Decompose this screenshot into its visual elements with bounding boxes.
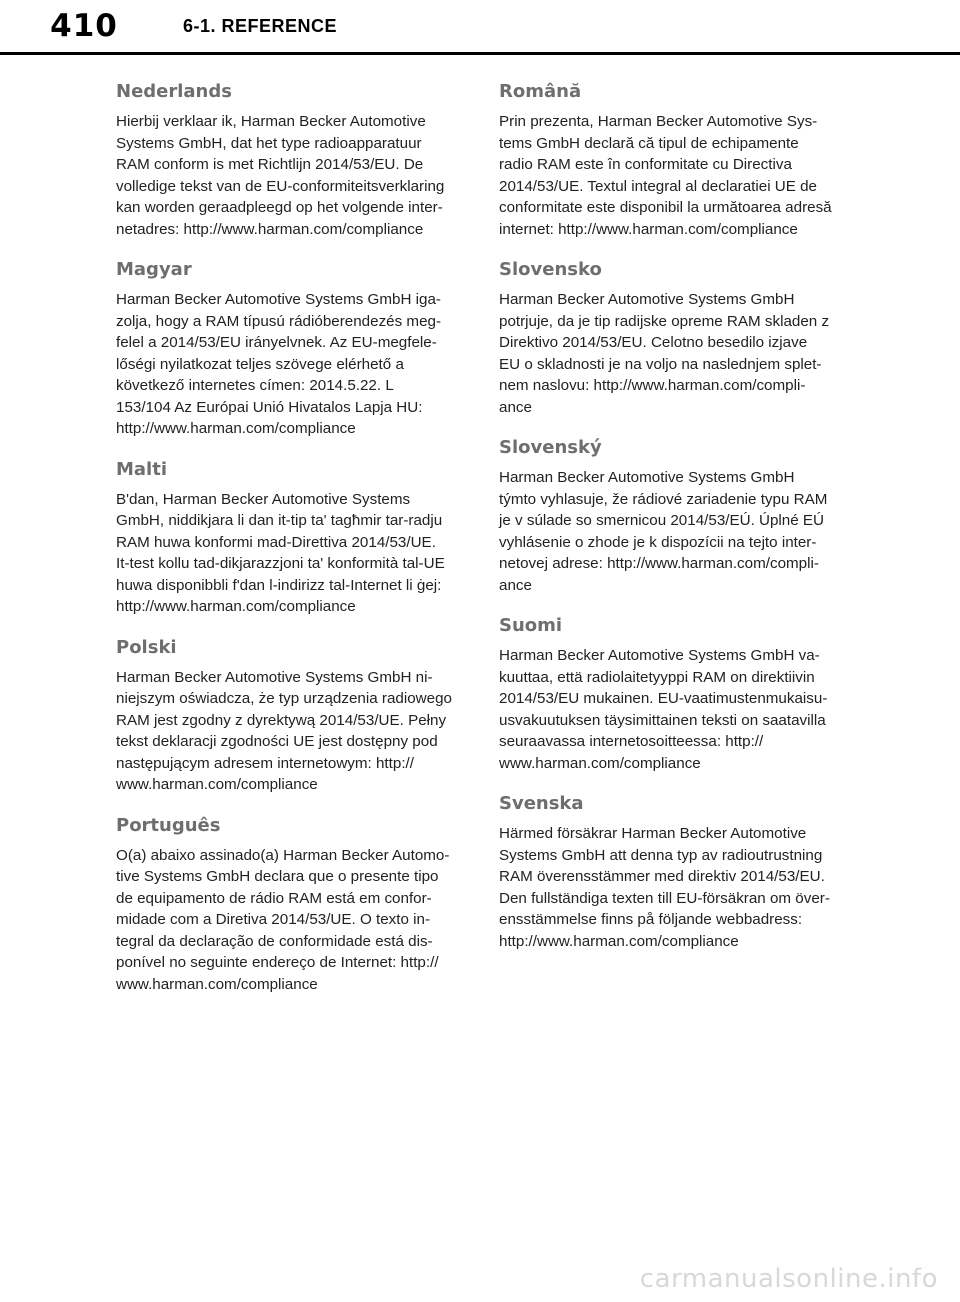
language-heading: Slovenský [499, 437, 602, 458]
text-line: je v súlade so smernicou 2014/53/EÚ. Úplné EÚ [499, 512, 825, 529]
text-line: Harman Becker Automotive Systems GmbH ni- [116, 668, 433, 686]
text-line: ensstämmelse finns på följande webbadress: [499, 911, 803, 928]
language-section [499, 612, 849, 774]
language-heading: Svenska [499, 793, 584, 814]
text-line: huwa disponibbli f'dan l-indirizz tal-Internet li ġej: [116, 576, 442, 594]
text-line: B'dan, Harman Becker Automotive Systems [116, 490, 411, 508]
text-line: http://www.harman.com/compliance [116, 420, 356, 437]
text-line: http://www.harman.com/compliance [116, 598, 356, 615]
text-line: Harman Becker Automotive Systems GmbH iga- [116, 291, 441, 308]
declaration-text [116, 289, 466, 440]
text-line: RAM jest zgodny z dyrektywą 2014/53/UE. Pełny [116, 711, 447, 729]
page-number: 410 [50, 8, 118, 44]
text-line: ance [499, 398, 532, 416]
text-line: tems GmbH declară că tipul de echipamente [499, 134, 799, 152]
text-line: nem naslovu: http://www.harman.com/compli- [499, 377, 806, 394]
text-line: tive Systems GmbH declara que o presente tipo [116, 868, 439, 885]
language-heading: Slovensko [499, 259, 602, 280]
language-section [116, 634, 466, 796]
text-line: RAM huwa konformi mad-Direttiva 2014/53/UE. [116, 533, 436, 551]
language-section [499, 256, 849, 418]
text-line: týmto vyhlasuje, že rádiové zariadenie typu RAM [499, 490, 828, 508]
declaration-text [499, 645, 849, 774]
text-line: EU o skladnosti je na voljo na naslednjem splet- [499, 355, 822, 373]
text-line: Harman Becker Automotive Systems GmbH [499, 469, 795, 486]
text-line: Systems GmbH att denna typ av radioutrustning [499, 846, 823, 864]
text-line: Härmed försäkrar Harman Becker Automotive [499, 825, 807, 842]
text-line: O(a) abaixo assinado(a) Harman Becker Automo- [116, 846, 450, 864]
declaration-text [116, 111, 466, 240]
text-line: potrjuje, da je tip radijske opreme RAM skladen z [499, 312, 830, 330]
text-line: felel a 2014/53/EU irányelvnek. Az EU-megfele- [116, 334, 437, 351]
text-line: kan worden geraadpleegd op het volgende inter- [116, 199, 443, 216]
text-line: Prin prezenta, Harman Becker Automotive Sys- [499, 113, 818, 130]
page-header [0, 0, 960, 52]
section-title: 6-1. REFERENCE [183, 16, 338, 36]
header-rule [0, 52, 960, 55]
text-line: netadres: http://www.harman.com/compliance [116, 220, 424, 238]
text-line: GmbH, niddikjara li dan it-tip ta' tagħmir tar-radju [116, 512, 443, 529]
text-line: 2014/53/EU mukainen. EU-vaatimustenmukaisu- [499, 690, 828, 707]
text-line: kuuttaa, että radiolaitetyyppi RAM on direktiivin [499, 668, 815, 686]
text-line: tekst deklaracji zgodności UE jest dostępny pod [116, 733, 438, 750]
declaration-text [116, 667, 466, 796]
text-line: ance [499, 576, 532, 594]
text-line: Harman Becker Automotive Systems GmbH va- [499, 647, 820, 664]
declaration-text [499, 823, 849, 952]
text-line: tegral da declaração de conformidade está dis- [116, 932, 433, 950]
text-line: Systems GmbH, dat het type radioapparatuur [116, 134, 422, 152]
watermark: carmanualsonline.info [639, 1264, 938, 1294]
text-line: netovej adrese: http://www.harman.com/compli- [499, 555, 819, 572]
language-heading: Nederlands [116, 81, 232, 102]
left-column [116, 78, 466, 1011]
text-line: 153/104 Az Európai Unió Hivatalos Lapja HU: [116, 398, 423, 416]
text-line: conformitate este disponibil la următoarea adresă [499, 199, 832, 216]
declaration-text [116, 845, 466, 996]
text-line: It-test kollu tad-dikjarazzjoni ta' konformità tal-UE [116, 555, 445, 572]
text-line: vyhlásenie o zhode je k dispozícii na tejto inter- [499, 533, 817, 551]
language-heading: Malti [116, 458, 168, 480]
text-line: niejszym oświadcza, że typ urządzenia radiowego [116, 690, 452, 707]
text-line: Hierbij verklaar ik, Harman Becker Automotive [116, 113, 426, 130]
language-section [116, 456, 466, 618]
text-line: következő internetes címen: 2014.5.22. L [116, 377, 394, 394]
language-heading: Română [499, 81, 582, 102]
declaration-text [499, 111, 849, 240]
text-line: midade com a Diretiva 2014/53/UE. O texto in- [116, 911, 431, 928]
language-heading: Polski [116, 636, 177, 658]
text-line: RAM överensstämmer med direktiv 2014/53/EU. [499, 868, 825, 885]
text-line: seuraavassa internetosoitteessa: http:// [499, 733, 764, 750]
text-line: www.harman.com/compliance [116, 975, 318, 993]
language-section [499, 78, 849, 240]
language-section [116, 78, 466, 240]
text-line: następującym adresem internetowym: http:// [116, 754, 414, 772]
text-line: lőségi nyilatkozat teljes szövege elérhető a [116, 355, 404, 373]
text-line: Direktivo 2014/53/EU. Celotno besedilo izjave [499, 334, 808, 351]
language-section [116, 812, 466, 996]
declaration-text [499, 467, 849, 596]
text-line: www.harman.com/compliance [499, 754, 701, 772]
language-section [499, 790, 849, 952]
declaration-text [116, 489, 466, 618]
text-line: http://www.harman.com/compliance [499, 932, 739, 950]
text-line: www.harman.com/compliance [116, 776, 318, 793]
text-line: internet: http://www.harman.com/compliance [499, 220, 798, 238]
text-line: ponível no seguinte endereço de Internet: http:// [116, 954, 439, 971]
text-line: Harman Becker Automotive Systems GmbH [499, 291, 795, 308]
language-heading: Suomi [499, 615, 563, 636]
text-line: usvakuutuksen täysimittainen teksti on saatavilla [499, 711, 826, 729]
declaration-text [499, 289, 849, 418]
language-heading: Português [116, 814, 221, 836]
text-line: de equipamento de rádio RAM está em confor- [116, 889, 432, 907]
language-section [116, 256, 466, 440]
text-line: Den fullständiga texten till EU-försäkran om över- [499, 889, 830, 907]
text-line: radio RAM este în conformitate cu Directiva [499, 156, 792, 173]
text-line: 2014/53/UE. Textul integral al declaratiei UE de [499, 177, 818, 195]
text-line: zolja, hogy a RAM típusú rádióberendezés meg- [116, 312, 442, 330]
right-column [499, 78, 849, 968]
text-line: RAM conform is met Richtlijn 2014/53/EU. De [116, 156, 424, 173]
text-line: volledige tekst van de EU-conformiteitsverklaring [116, 177, 445, 195]
language-heading: Magyar [116, 259, 192, 280]
language-section [499, 434, 849, 596]
